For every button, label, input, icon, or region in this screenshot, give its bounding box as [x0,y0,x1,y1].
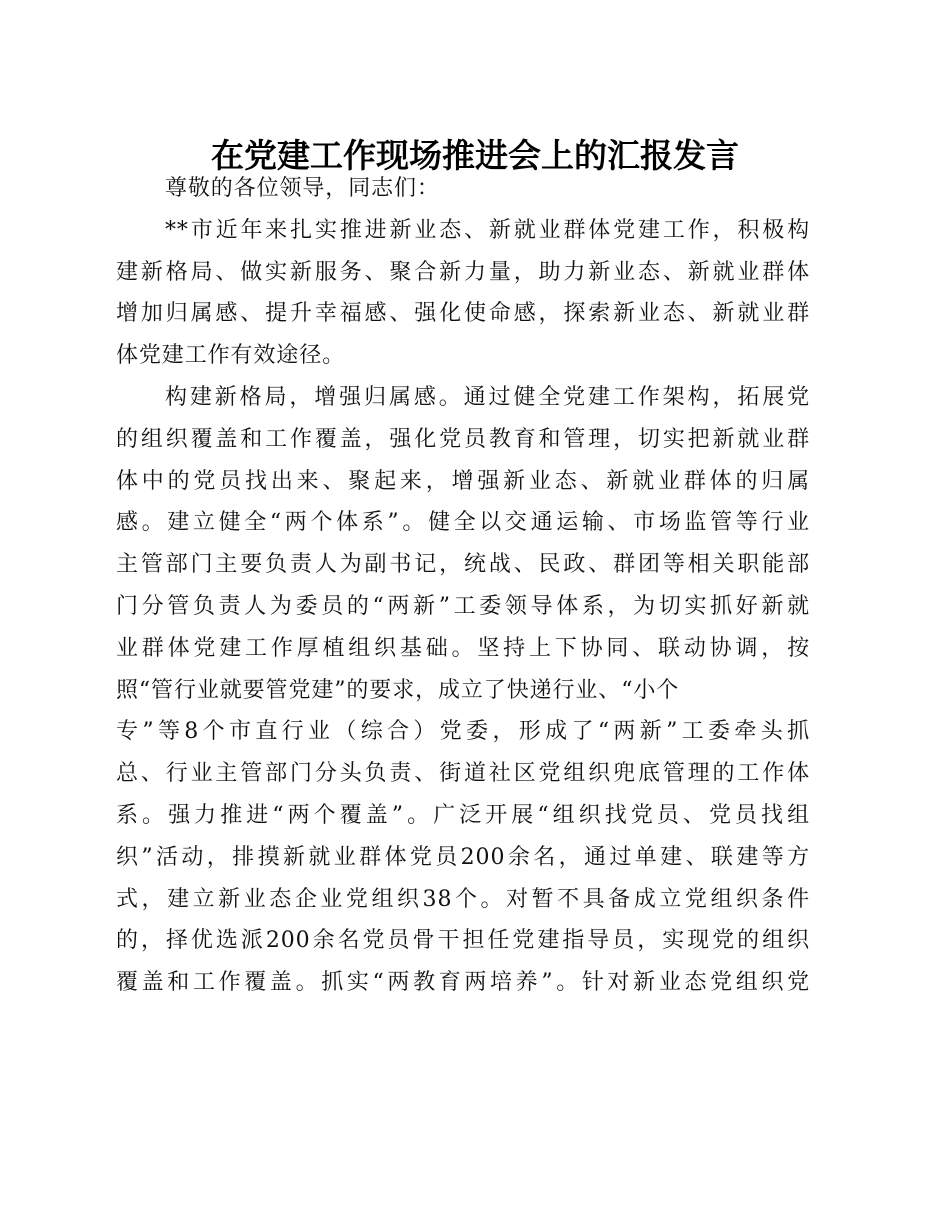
paragraph-line: 的，择优选派200余名党员骨干担任党建指导员，实现党的组织 [116,928,810,954]
paragraph-line: 业群体党建工作厚植组织基础。坚持上下协同、联动协调，按 [116,635,810,661]
document-body [116,168,810,1004]
paragraph-line: 覆盖和工作覆盖。抓实“两教育两培养”。针对新业态党组织党 [116,970,810,996]
paragraph-line: 的组织覆盖和工作覆盖，强化党员教育和管理，切实把新就业群 [116,426,810,452]
paragraph-line: 增加归属感、提升幸福感、强化使命感，探索新业态、新就业群 [116,301,810,327]
paragraph-line: 总、行业主管部门分头负责、街道社区党组织兜底管理的工作体 [116,761,810,787]
paragraph-line: 织”活动，排摸新就业群体党员200余名，通过单建、联建等方 [116,844,810,870]
salutation-line: 尊敬的各位领导，同志们： [165,176,440,201]
document-title: 在党建工作现场推进会上的汇报发言 [211,136,739,175]
paragraph-line: 体党建工作有效途径。 [116,343,346,369]
paragraph-line: 门分管负责人为委员的“两新”工委领导体系，为切实抓好新就 [116,593,810,619]
paragraph-line: 专”等8个市直行业（综合）党委，形成了“两新”工委牵头抓 [116,719,810,745]
paragraph-line: 主管部门主要负责人为副书记，统战、民政、群团等相关职能部 [116,552,810,578]
paragraph-line: 系。强力推进“两个覆盖”。广泛开展“组织找党员、党员找组 [116,802,810,828]
paragraph-line: 构建新格局，增强归属感。通过健全党建工作架构，拓展党 [165,384,810,410]
paragraph-line: 体中的党员找出来、聚起来，增强新业态、新就业群体的归属 [116,468,810,494]
paragraph-line: 建新格局、做实新服务、聚合新力量，助力新业态、新就业群体 [116,259,810,285]
paragraph-line: **市近年来扎实推进新业态、新就业群体党建工作，积极构 [165,217,810,243]
paragraph-line: 式，建立新业态企业党组织38个。对暂不具备成立党组织条件 [116,886,810,912]
paragraph-line: 感。建立健全“两个体系”。健全以交通运输、市场监管等行业 [116,510,810,536]
paragraph-line: 照“管行业就要管党建”的要求，成立了快递行业、“小个 [116,677,680,703]
